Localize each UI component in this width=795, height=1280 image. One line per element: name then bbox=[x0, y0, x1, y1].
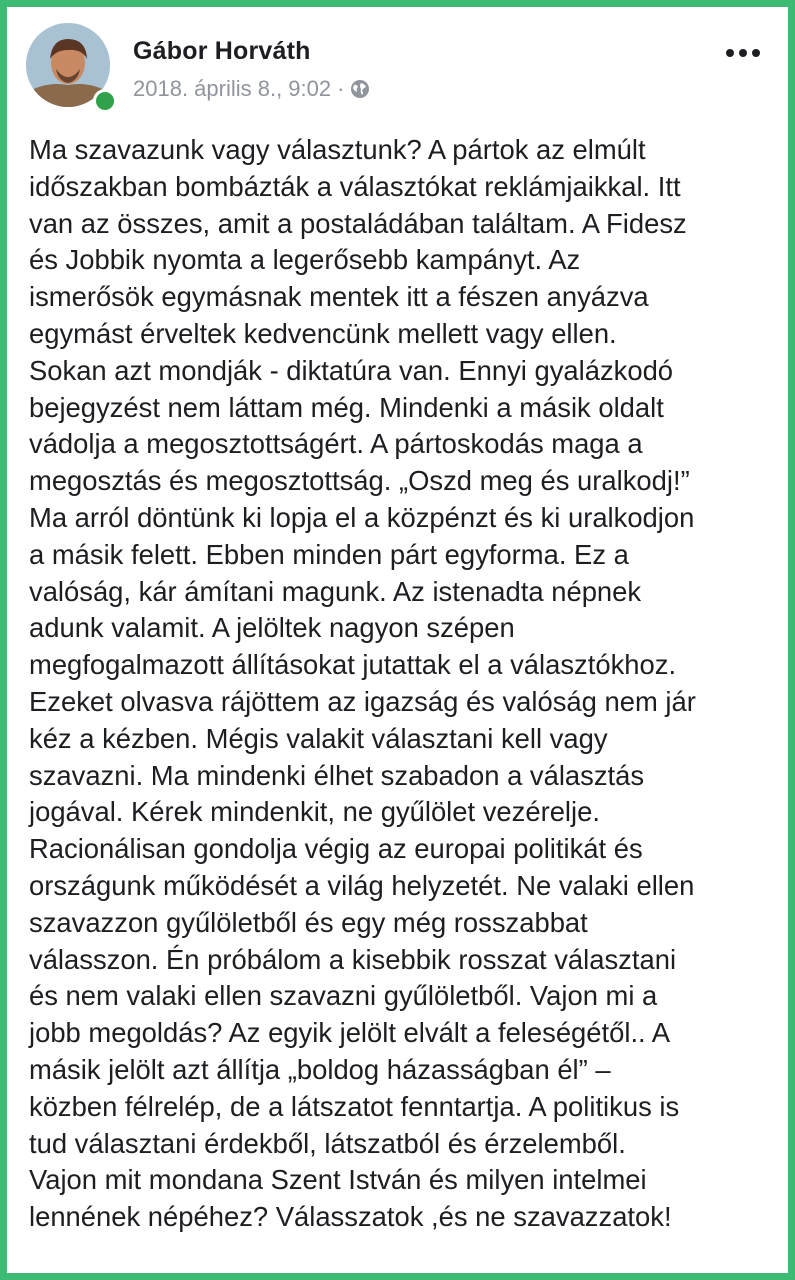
post-text-line: a másik felett. Ebben minden párt egyforma. Ez a bbox=[29, 538, 629, 570]
author-name[interactable]: Gábor Horváth bbox=[133, 37, 311, 65]
post-text-line: közben félrelép, de a látszatot fenntartja. A politikus is bbox=[29, 1090, 680, 1122]
post-text-line: Ma szavazunk vagy választunk? A pártok az elmúlt bbox=[29, 134, 646, 165]
post-text-line: Racionálisan gondolja végig az europai politikát és bbox=[29, 833, 643, 865]
post-text-line: megosztás és megosztottság. „Oszd meg és uralkodj!” bbox=[29, 465, 690, 497]
post-text-line: jogával. Kérek mindenkit, ne gyűlölet vezérelje. bbox=[29, 796, 600, 828]
post-text-line: válasszon. Én próbálom a kisebbik rosszat választani bbox=[29, 943, 677, 975]
post-text-line: szavazni. Ma mindenki élhet szabadon a választás bbox=[29, 759, 645, 791]
post-text-line: jobb megoldás? Az egyik jelölt elvált a feleségétől.. A bbox=[29, 1017, 671, 1049]
post-text-line: országunk működését a világ helyzetét. Ne valaki ellen bbox=[29, 869, 695, 901]
post-text-line: Vajon mit mondana Szent István és milyen intelmei bbox=[29, 1164, 647, 1196]
post-text-line: van az összes, amit a postaládában találtam. A Fidesz bbox=[29, 207, 687, 239]
post-text-line: lennének népéhez? Válasszatok ,és ne szavazzatok! bbox=[29, 1201, 672, 1233]
post-text-line: valóság, kár ámítani magunk. Az istenadta népnek bbox=[29, 575, 642, 607]
online-status-dot bbox=[93, 89, 117, 113]
post-text-line: vádolja a megosztottságért. A pártoskodás maga a bbox=[29, 428, 643, 460]
post-meta bbox=[133, 76, 370, 102]
post-body-text bbox=[29, 132, 784, 1236]
post-text-line: szavazzon gyűlöletből és egy még rosszabbat bbox=[29, 906, 588, 938]
post-text-line: és nem valaki ellen szavazni gyűlöletből. Vajon mi a bbox=[29, 980, 658, 1012]
post-text-line: bejegyzést nem láttam még. Mindenki a másik oldalt bbox=[29, 391, 664, 423]
post-text-line: ismerősök egymásnak mentek itt a fészen anyázva bbox=[29, 281, 649, 313]
globe-icon bbox=[350, 79, 370, 99]
post-date[interactable]: 2018. április 8., 9:02 bbox=[133, 76, 332, 101]
meta-separator: · bbox=[337, 76, 345, 101]
post-header bbox=[23, 19, 772, 109]
post-text-line: Sokan azt mondják - diktatúra van. Ennyi gyalázkodó bbox=[29, 354, 674, 386]
post-text-line: Ezeket olvasva rájöttem az igazság és valóság nem jár bbox=[29, 685, 696, 717]
post-text-line: időszakban bombázták a választókat reklámjaikkal. Itt bbox=[29, 170, 681, 202]
post-text-line: tud választani érdekből, látszatból és érzelemből. bbox=[29, 1127, 626, 1159]
post-text-line: adunk valamit. A jelöltek nagyon szépen bbox=[29, 612, 515, 644]
more-options-icon[interactable] bbox=[726, 47, 760, 59]
post-text-line: másik jelölt azt állítja „boldog házasságban él” – bbox=[29, 1053, 611, 1085]
post-text-line: egymást érveltek kedvencünk mellett vagy ellen. bbox=[29, 317, 617, 349]
post-text-line: és Jobbik nyomta a legerősebb kampányt. Az bbox=[29, 244, 581, 276]
post-text-line: kéz a kézben. Mégis valakit választani kell vagy bbox=[29, 722, 608, 754]
post-text-line: Ma arról döntünk ki lopja el a közpénzt és ki uralkodjon bbox=[29, 501, 695, 533]
post-text-line: megfogalmazott állításokat jutattak el a választókhoz. bbox=[29, 649, 677, 681]
